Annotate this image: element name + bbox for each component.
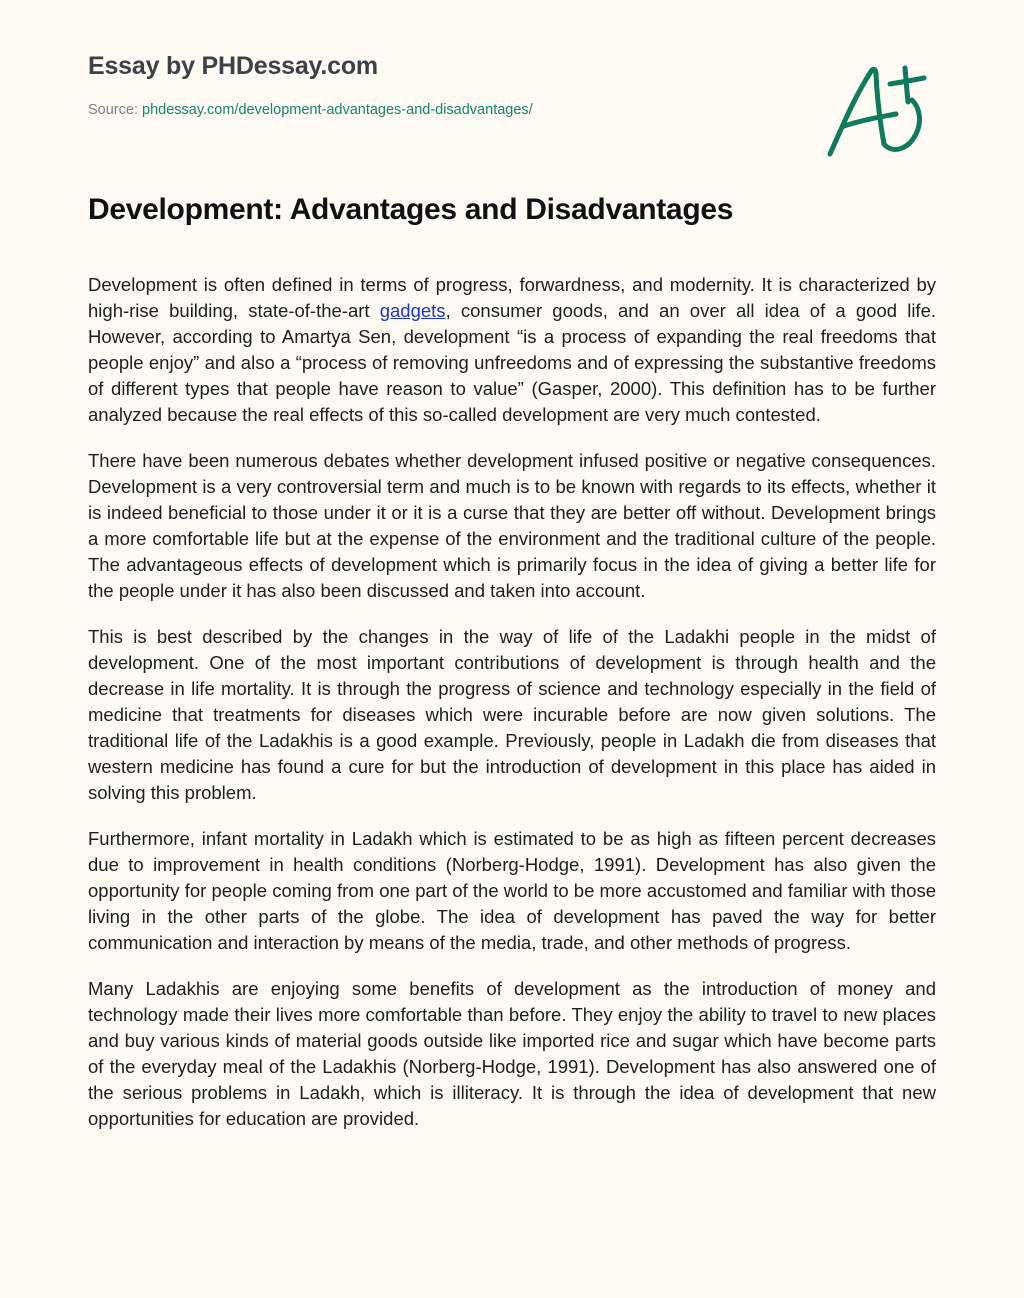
page-header	[88, 50, 848, 120]
essay-body	[88, 272, 936, 1152]
paragraph-text: Development is often defined in terms of progress, forwardness, and modernity. It is characterized by high-rise building, state-of-the-art	[88, 274, 936, 321]
a-plus-grade-icon	[822, 62, 932, 162]
source-label: Source:	[88, 102, 138, 118]
paragraph-4: Furthermore, infant mortality in Ladakh which is estimated to be as high as fifteen percent decreases due to improvement in health conditions (Norberg-Hodge, 1991). Development has also given the opportunity for people coming from one part of the world to be more accustomed and familiar with those living in the other parts of the globe. The idea of development has paved the way for better communication and interaction by means of the media, trade, and other methods of progress.	[88, 828, 936, 953]
gadgets-link[interactable]: gadgets	[379, 300, 446, 321]
site-title: Essay by PHDessay.com	[88, 52, 378, 80]
paragraph-text: , consumer goods, and an over all idea of a good life. However, according to Amartya Sen, development “is a process of expanding the real freedoms that people enjoy” and also a “process of removing unfreedoms and of expressing the substantive freedoms of different types that people have reason to value” (Gasper, 2000). This definition has to be further analyzed because the real effects of this so-called development are very much contested.	[88, 300, 936, 425]
source-line	[88, 100, 848, 120]
document-title: Development: Advantages and Disadvantages	[88, 193, 734, 226]
paragraph-2: There have been numerous debates whether development infused positive or negative consequences. Development is a very controversial term and much is to be known with regards to its effects, whether it is indeed beneficial to those under it or it is a curse that they are better off without. Development brings a more comfortable life but at the expense of the environment and the traditional culture of the people. The advantageous effects of development which is primarily focus in the idea of giving a better life for the people under it has also been discussed and taken into account.	[88, 450, 936, 601]
source-link[interactable]: phdessay.com/development-advantages-and-disadvantages/	[142, 102, 533, 118]
paragraph-1	[88, 272, 936, 428]
paragraph-5: Many Ladakhis are enjoying some benefits of development as the introduction of money and technology made their lives more comfortable than before. They enjoy the ability to travel to new places and buy various kinds of material goods outside like imported rice and sugar which have become parts of the everyday meal of the Ladakhis (Norberg-Hodge, 1991). Development has also answered one of the serious problems in Ladakh, which is illiteracy. It is through the idea of development that new opportunities for education are provided.	[88, 978, 936, 1129]
paragraph-3: This is best described by the changes in the way of life of the Ladakhi people in the midst of development. One of the most important contributions of development is through health and the decrease in life mortality. It is through the progress of science and technology especially in the field of medicine that treatments for diseases which were incurable before are now given solutions. The traditional life of the Ladakhis is a good example. Previously, people in Ladakh die from diseases that western medicine has found a cure for but the introduction of development in this place has aided in solving this problem.	[88, 626, 936, 803]
